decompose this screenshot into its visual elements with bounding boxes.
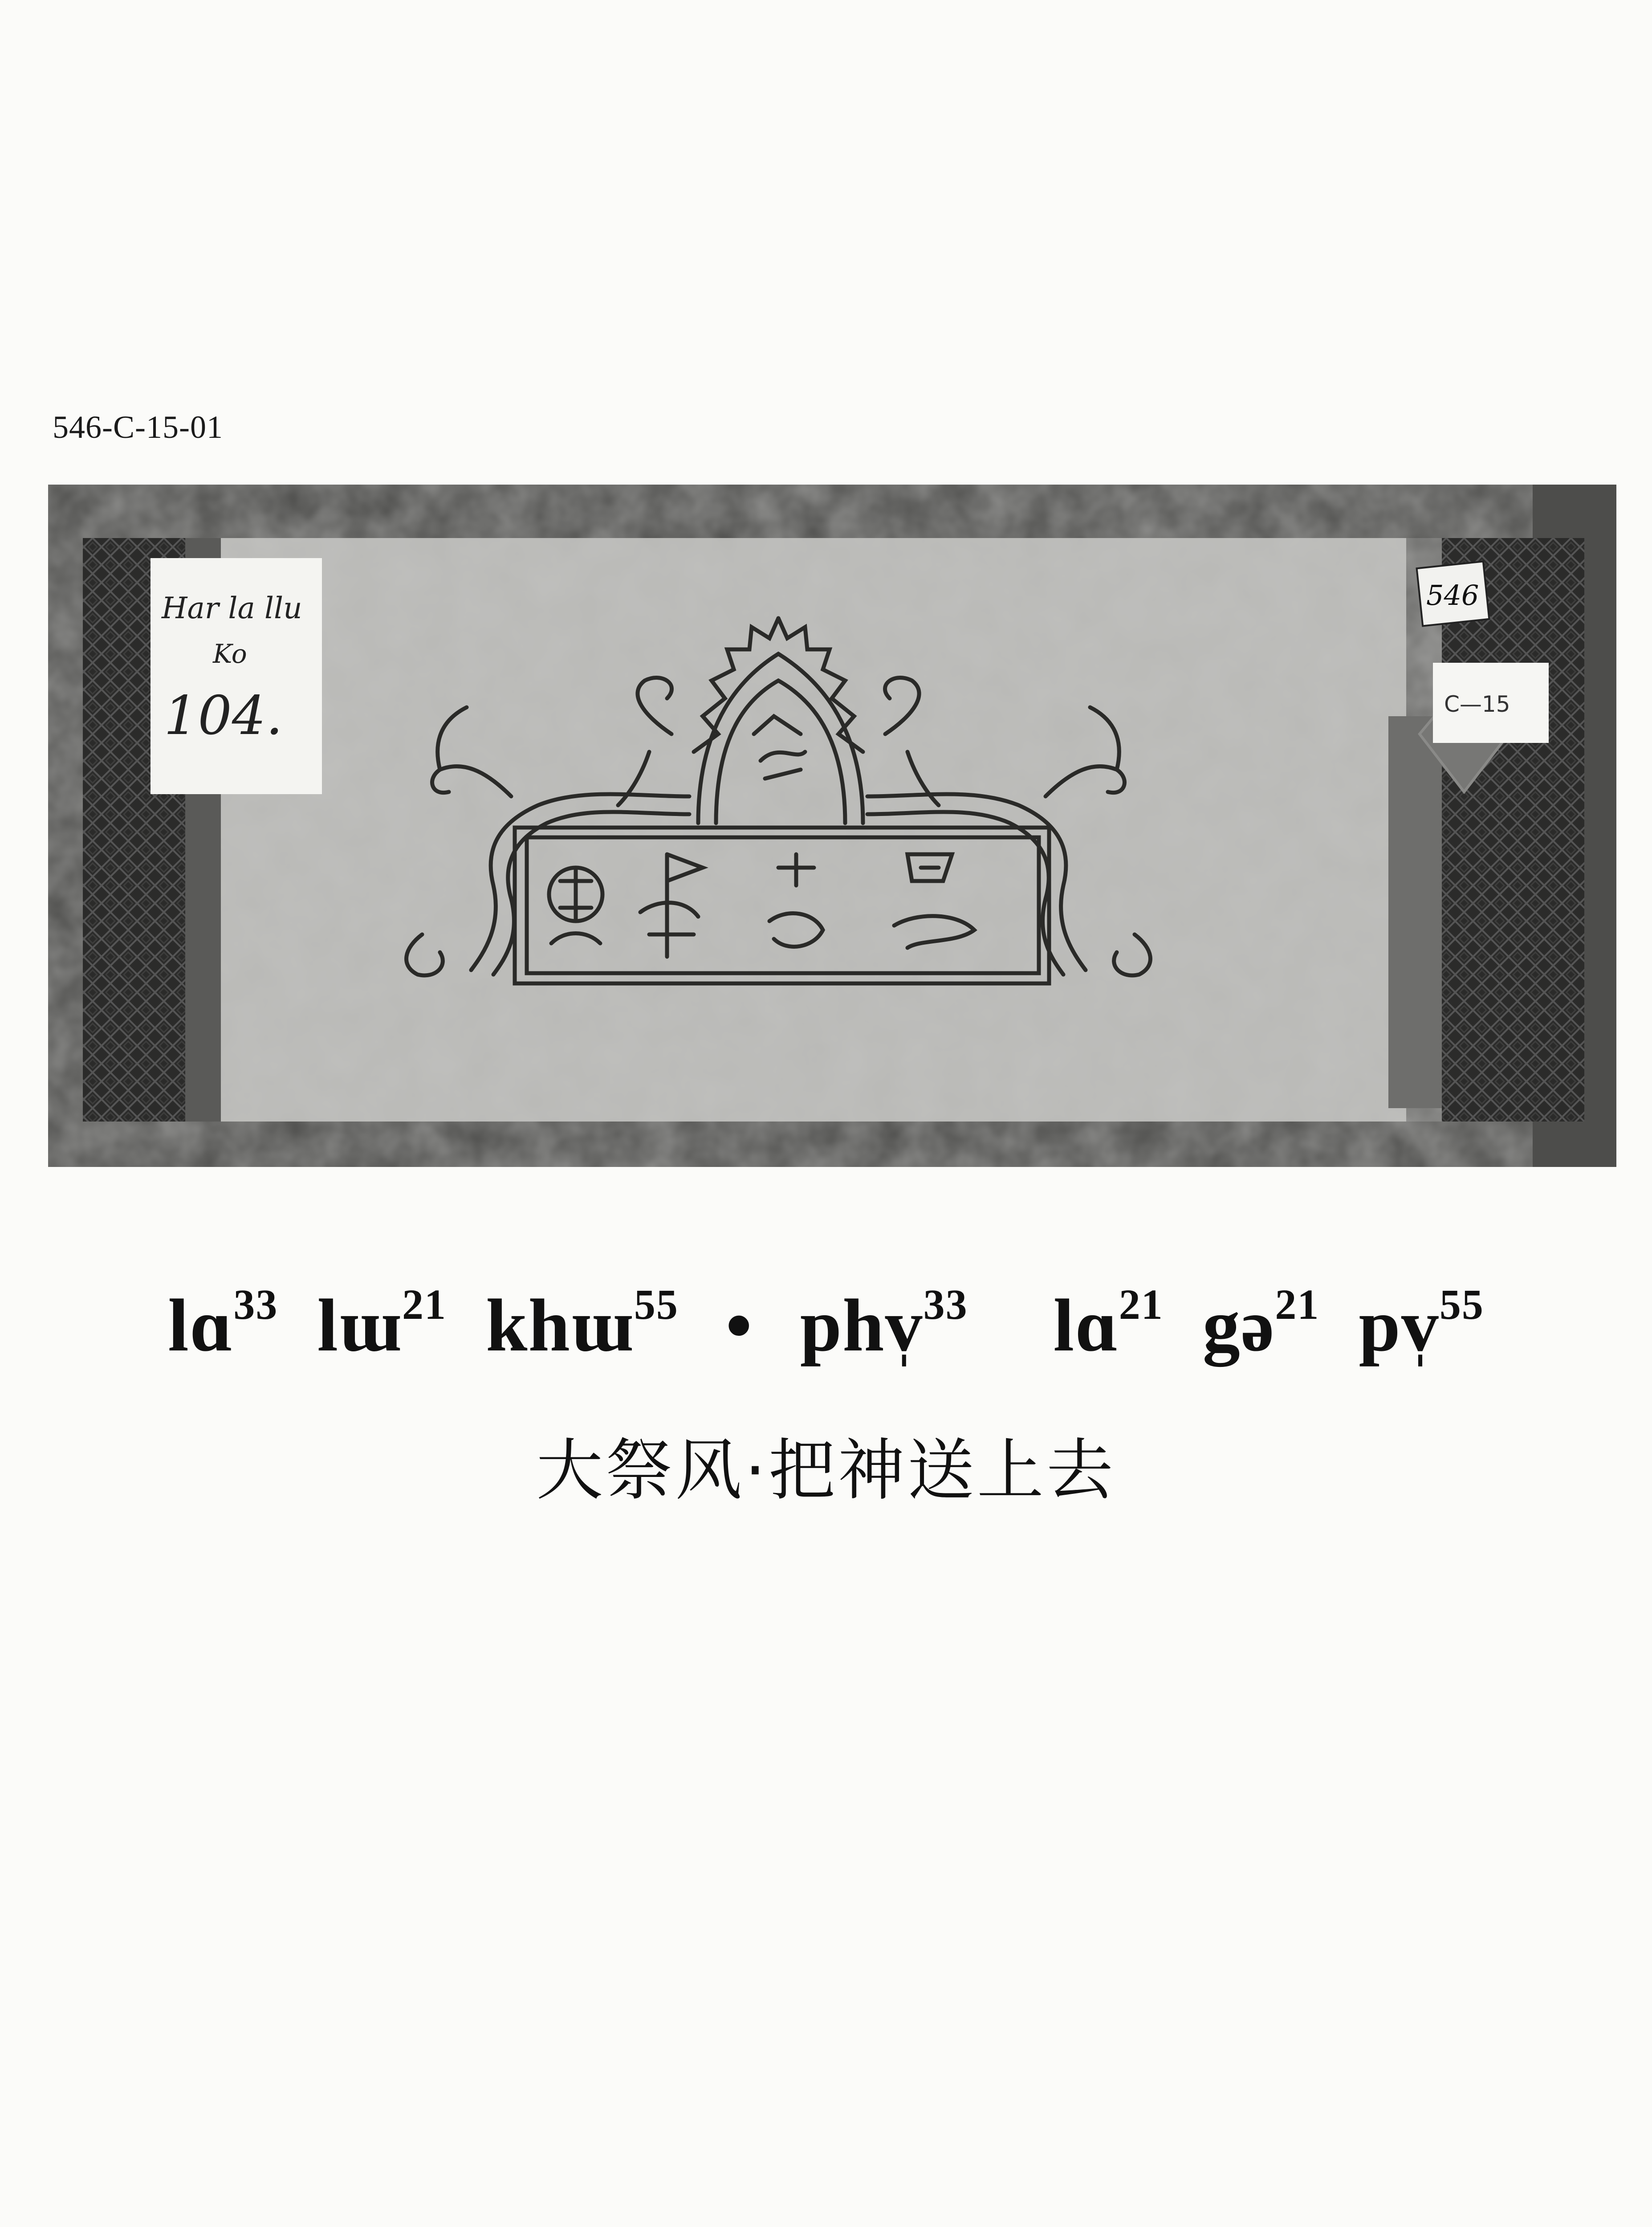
left-label-line3: 104.: [164, 685, 283, 747]
syllable-1: lɑ$^{33}$: [168, 1281, 278, 1367]
syllable-6: gə$^{21}$: [1202, 1281, 1320, 1367]
left-label-line2: Ko: [213, 639, 247, 669]
right-label-number: 546: [1426, 579, 1479, 612]
chinese-title: 大祭风·把神送上去: [536, 1432, 1116, 1509]
syllable-2: lɯ$^{21}$: [317, 1281, 447, 1367]
syllable-7: pv̩$^{55}$: [1359, 1281, 1484, 1367]
manuscript-cover-photo: [48, 485, 1616, 1167]
romanized-title: [0, 1283, 1652, 1369]
syllable-4: phv̩$^{33}$: [800, 1281, 968, 1367]
syllable-5: lɑ$^{21}$: [1053, 1281, 1164, 1367]
syllable-3: khɯ$^{55}$: [486, 1281, 679, 1367]
left-label-line1: Har la llu: [162, 591, 302, 625]
catalog-id: 546-C-15-01: [53, 409, 223, 445]
title-separator: •: [725, 1284, 753, 1367]
right-label-code: C—15: [1444, 691, 1510, 717]
manuscript-cover-illustration: [48, 485, 1616, 1167]
